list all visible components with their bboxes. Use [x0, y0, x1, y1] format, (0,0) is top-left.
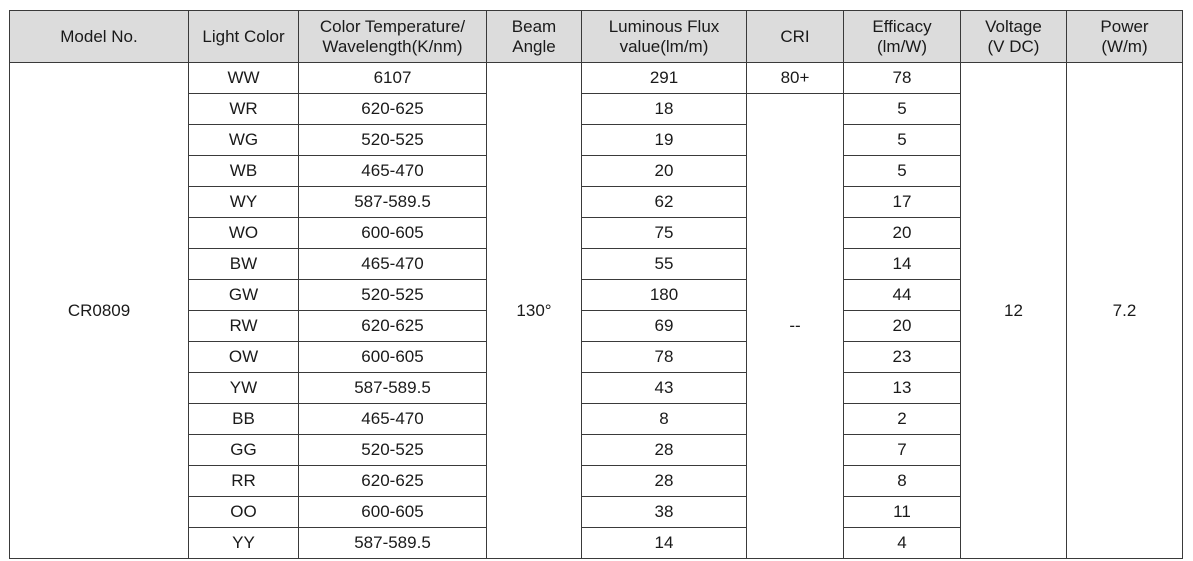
- column-header-model: [10, 11, 189, 63]
- column-header-line: Wavelength(K/nm): [322, 36, 463, 56]
- luminous-flux-cell: 55: [582, 249, 747, 280]
- luminous-flux-cell: 62: [582, 187, 747, 218]
- column-header-line: Model No.: [60, 26, 138, 46]
- light-color-cell: GW: [189, 280, 299, 311]
- column-header-line: Beam: [511, 16, 557, 36]
- efficacy-cell: 8: [844, 466, 961, 497]
- luminous-flux-cell: 8: [582, 404, 747, 435]
- color-temperature-cell: 465-470: [299, 404, 487, 435]
- luminous-flux-cell: 28: [582, 466, 747, 497]
- column-header-line: (lm/W): [876, 36, 928, 56]
- color-temperature-cell: 520-525: [299, 280, 487, 311]
- table-header-row: [10, 11, 1183, 63]
- efficacy-cell: 5: [844, 156, 961, 187]
- luminous-flux-cell: 69: [582, 311, 747, 342]
- light-color-cell: WO: [189, 218, 299, 249]
- light-color-cell: WR: [189, 94, 299, 125]
- efficacy-cell: 20: [844, 311, 961, 342]
- light-color-cell: WY: [189, 187, 299, 218]
- luminous-flux-cell: 291: [582, 63, 747, 94]
- cri-cell: 80+: [747, 63, 844, 94]
- light-color-cell: YY: [189, 528, 299, 559]
- luminous-flux-cell: 43: [582, 373, 747, 404]
- light-color-cell: WG: [189, 125, 299, 156]
- column-header-line: Efficacy: [872, 16, 932, 36]
- column-header-voltage: [961, 11, 1067, 63]
- column-header-power: [1067, 11, 1183, 63]
- model-cell: CR0809: [10, 63, 189, 559]
- efficacy-cell: 5: [844, 94, 961, 125]
- color-temperature-cell: 620-625: [299, 311, 487, 342]
- color-temperature-cell: 6107: [299, 63, 487, 94]
- column-header-line: CRI: [780, 26, 810, 46]
- efficacy-cell: 7: [844, 435, 961, 466]
- luminous-flux-cell: 19: [582, 125, 747, 156]
- efficacy-cell: 44: [844, 280, 961, 311]
- luminous-flux-cell: 75: [582, 218, 747, 249]
- spec-table: [9, 10, 1183, 559]
- light-color-cell: RR: [189, 466, 299, 497]
- light-color-cell: GG: [189, 435, 299, 466]
- color-temperature-cell: 600-605: [299, 497, 487, 528]
- table-body: [10, 63, 1183, 559]
- efficacy-cell: 17: [844, 187, 961, 218]
- color-temperature-cell: 520-525: [299, 435, 487, 466]
- light-color-cell: BW: [189, 249, 299, 280]
- light-color-cell: WB: [189, 156, 299, 187]
- color-temperature-cell: 620-625: [299, 94, 487, 125]
- color-temperature-cell: 465-470: [299, 156, 487, 187]
- column-header-line: Light Color: [202, 26, 285, 46]
- efficacy-cell: 78: [844, 63, 961, 94]
- luminous-flux-cell: 14: [582, 528, 747, 559]
- color-temperature-cell: 587-589.5: [299, 187, 487, 218]
- color-temperature-cell: 520-525: [299, 125, 487, 156]
- column-header-line: (W/m): [1101, 36, 1148, 56]
- luminous-flux-cell: 180: [582, 280, 747, 311]
- efficacy-cell: 23: [844, 342, 961, 373]
- column-header-color: [189, 11, 299, 63]
- light-color-cell: BB: [189, 404, 299, 435]
- color-temperature-cell: 620-625: [299, 466, 487, 497]
- column-header-line: (V DC): [987, 36, 1040, 56]
- color-temperature-cell: 465-470: [299, 249, 487, 280]
- color-temperature-cell: 587-589.5: [299, 528, 487, 559]
- color-temperature-cell: 587-589.5: [299, 373, 487, 404]
- luminous-flux-cell: 78: [582, 342, 747, 373]
- efficacy-cell: 14: [844, 249, 961, 280]
- efficacy-cell: 13: [844, 373, 961, 404]
- column-header-temp: [299, 11, 487, 63]
- light-color-cell: OO: [189, 497, 299, 528]
- column-header-line: Color Temperature/: [319, 16, 466, 36]
- efficacy-cell: 2: [844, 404, 961, 435]
- column-header-line: Power: [1100, 16, 1149, 36]
- power-cell: 7.2: [1067, 63, 1183, 559]
- column-header-cri: [747, 11, 844, 63]
- efficacy-cell: 20: [844, 218, 961, 249]
- luminous-flux-cell: 18: [582, 94, 747, 125]
- luminous-flux-cell: 28: [582, 435, 747, 466]
- column-header-efficacy: [844, 11, 961, 63]
- efficacy-cell: 11: [844, 497, 961, 528]
- column-header-flux: [582, 11, 747, 63]
- color-temperature-cell: 600-605: [299, 218, 487, 249]
- luminous-flux-cell: 38: [582, 497, 747, 528]
- efficacy-cell: 5: [844, 125, 961, 156]
- column-header-line: Luminous Flux: [608, 16, 720, 36]
- light-color-cell: OW: [189, 342, 299, 373]
- table-row: [10, 63, 1183, 94]
- efficacy-cell: 4: [844, 528, 961, 559]
- column-header-line: value(lm/m): [619, 36, 709, 56]
- beam-angle-cell: 130°: [487, 63, 582, 559]
- column-header-line: Voltage: [985, 16, 1042, 36]
- luminous-flux-cell: 20: [582, 156, 747, 187]
- column-header-beam: [487, 11, 582, 63]
- column-header-line: Angle: [512, 36, 556, 56]
- light-color-cell: RW: [189, 311, 299, 342]
- light-color-cell: WW: [189, 63, 299, 94]
- color-temperature-cell: 600-605: [299, 342, 487, 373]
- voltage-cell: 12: [961, 63, 1067, 559]
- cri-cell: --: [747, 94, 844, 559]
- light-color-cell: YW: [189, 373, 299, 404]
